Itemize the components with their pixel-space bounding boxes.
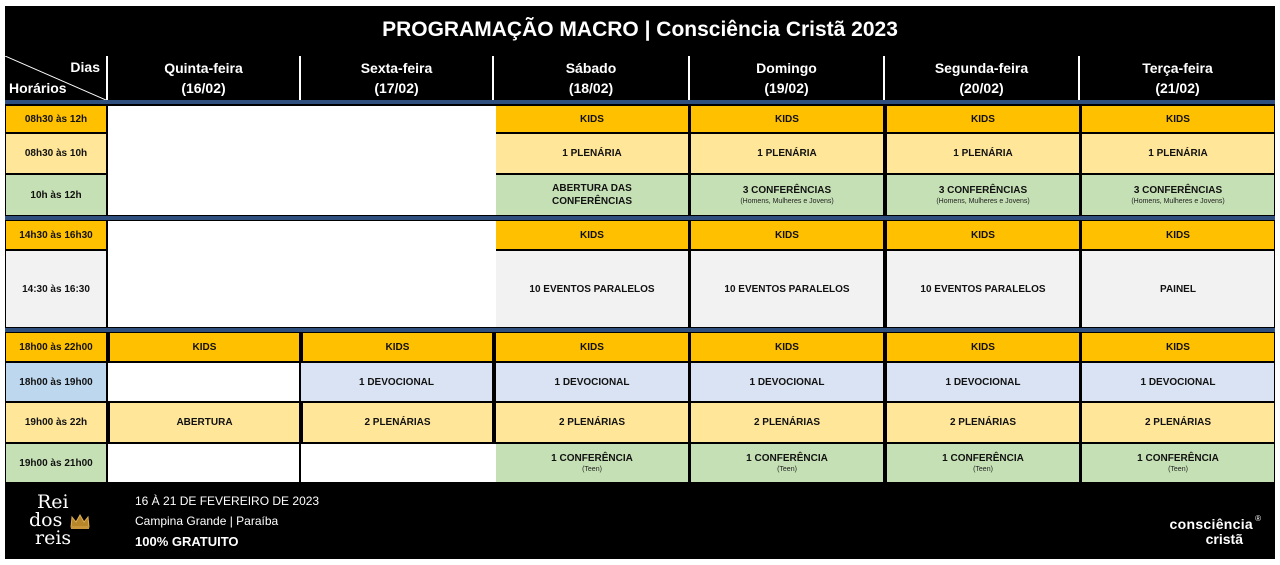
day-name: Sábado (565, 60, 617, 76)
event-kids: KIDS (691, 221, 883, 249)
event-sublabel: (Teen) (1168, 466, 1188, 473)
event-label: 3 CONFERÊNCIAS (1133, 185, 1223, 196)
event-parallel: 10 EVENTOS PARALELOS (691, 251, 883, 327)
empty-slot (301, 444, 496, 482)
event-devotional: 1 DEVOCIONAL (887, 363, 1079, 401)
event-plenary: 1 PLENÁRIA (496, 134, 688, 173)
event-opening-conferences (496, 175, 688, 215)
event-conference-teen (691, 444, 883, 482)
time-cell: 18h00 às 22h00 (6, 333, 106, 361)
empty-slot (108, 221, 496, 327)
consciencia-crista-logo (1169, 514, 1261, 547)
event-sublabel: (Homens, Mulheres e Jovens) (740, 198, 834, 205)
day-name: Quinta-feira (164, 60, 243, 76)
day-header-thursday (108, 58, 299, 100)
event-devotional: 1 DEVOCIONAL (1082, 363, 1274, 401)
crown-icon (69, 512, 91, 530)
event-label: 3 CONFERÊNCIAS (742, 185, 832, 196)
event-kids: KIDS (887, 333, 1079, 361)
day-header-tuesday (1080, 58, 1275, 100)
rei-dos-reis-logo (19, 490, 99, 554)
logo-text: dos (29, 509, 63, 531)
empty-slot (108, 363, 299, 401)
event-kids: KIDS (1082, 333, 1274, 361)
event-label: 3 CONFERÊNCIAS (938, 185, 1028, 196)
time-cell: 18h00 às 19h00 (6, 363, 106, 401)
day-header-sunday (690, 58, 883, 100)
logo-text: reis (35, 527, 72, 549)
event-devotional: 1 DEVOCIONAL (691, 363, 883, 401)
event-kids: KIDS (496, 221, 688, 249)
event-kids: KIDS (887, 106, 1079, 132)
day-name: Terça-feira (1142, 60, 1213, 76)
event-label: 1 CONFERÊNCIA (942, 453, 1024, 464)
hours-label: Horários (9, 80, 67, 96)
header-corner (5, 56, 106, 100)
event-kids: KIDS (887, 221, 1079, 249)
time-cell: 14h30 às 16h30 (6, 221, 106, 249)
event-label: ABERTURA DAS CONFERÊNCIAS (551, 183, 632, 207)
event-plenary: 1 PLENÁRIA (1082, 134, 1274, 173)
day-date: (16/02) (181, 80, 226, 96)
day-name: Domingo (756, 60, 817, 76)
day-header-monday (885, 58, 1078, 100)
day-date: (17/02) (374, 80, 419, 96)
event-conferences (691, 175, 883, 215)
event-conferences (887, 175, 1079, 215)
event-plenaries: 2 PLENÁRIAS (496, 403, 688, 442)
event-sublabel: (Teen) (582, 466, 602, 473)
event-plenary: 1 PLENÁRIA (887, 134, 1079, 173)
event-kids: KIDS (110, 333, 299, 361)
section-band (5, 216, 1275, 220)
section-band (5, 100, 1275, 104)
schedule-frame (5, 6, 1275, 559)
day-date: (21/02) (1155, 80, 1200, 96)
time-cell: 08h30 às 12h (6, 106, 106, 132)
registered-mark: ® (1255, 514, 1261, 523)
event-kids: KIDS (691, 333, 883, 361)
event-kids: KIDS (496, 106, 688, 132)
event-devotional: 1 DEVOCIONAL (301, 363, 492, 401)
empty-slot (108, 444, 299, 482)
day-name: Sexta-feira (360, 60, 433, 76)
event-label: 1 CONFERÊNCIA (1137, 453, 1219, 464)
section-band (5, 328, 1275, 332)
footer (5, 482, 1275, 559)
event-sublabel: (Homens, Mulheres e Jovens) (936, 198, 1030, 205)
event-dates: 16 À 21 DE FEVEREIRO DE 2023 (135, 494, 320, 508)
time-cell: 19h00 às 21h00 (6, 444, 106, 482)
event-label: 1 CONFERÊNCIA (746, 453, 828, 464)
day-name: Segunda-feira (934, 60, 1029, 76)
event-sublabel: (Teen) (973, 466, 993, 473)
day-header-friday (301, 58, 492, 100)
event-sublabel: (Homens, Mulheres e Jovens) (1131, 198, 1225, 205)
page-title: PROGRAMAÇÃO MACRO | Consciência Cristã 2023 (382, 18, 898, 41)
event-plenaries: 2 PLENÁRIAS (887, 403, 1079, 442)
event-opening: ABERTURA (110, 403, 299, 442)
logo-text: Rei (37, 491, 69, 513)
event-plenaries: 2 PLENÁRIAS (303, 403, 492, 442)
event-plenaries: 2 PLENÁRIAS (691, 403, 883, 442)
time-cell: 10h às 12h (6, 175, 106, 215)
event-location: Campina Grande | Paraíba (135, 514, 279, 528)
logo-text: cristã (1205, 531, 1243, 547)
days-label: Dias (70, 59, 100, 75)
event-label: 1 CONFERÊNCIA (551, 453, 633, 464)
event-sublabel: (Teen) (777, 466, 797, 473)
time-cell: 08h30 às 10h (6, 134, 106, 173)
event-kids: KIDS (691, 106, 883, 132)
event-kids: KIDS (1082, 106, 1274, 132)
event-parallel: 10 EVENTOS PARALELOS (887, 251, 1079, 327)
day-date: (19/02) (764, 80, 809, 96)
event-parallel: 10 EVENTOS PARALELOS (496, 251, 688, 327)
event-panel: PAINEL (1082, 251, 1274, 327)
event-price: 100% GRATUITO (135, 534, 239, 549)
event-conferences (1082, 175, 1274, 215)
event-conference-teen (1082, 444, 1274, 482)
logo-text: consciência (1169, 516, 1253, 532)
event-conference-teen (887, 444, 1079, 482)
empty-slot (108, 106, 496, 215)
event-conference-teen (496, 444, 688, 482)
event-devotional: 1 DEVOCIONAL (496, 363, 688, 401)
day-date: (20/02) (959, 80, 1004, 96)
event-plenary: 1 PLENÁRIA (691, 134, 883, 173)
event-kids: KIDS (496, 333, 688, 361)
day-header-saturday (494, 58, 688, 100)
day-date: (18/02) (568, 80, 614, 96)
time-cell: 19h00 às 22h (6, 403, 106, 442)
event-kids: KIDS (303, 333, 492, 361)
time-cell: 14:30 às 16:30 (6, 251, 106, 327)
event-kids: KIDS (1082, 221, 1274, 249)
event-plenaries: 2 PLENÁRIAS (1082, 403, 1274, 442)
